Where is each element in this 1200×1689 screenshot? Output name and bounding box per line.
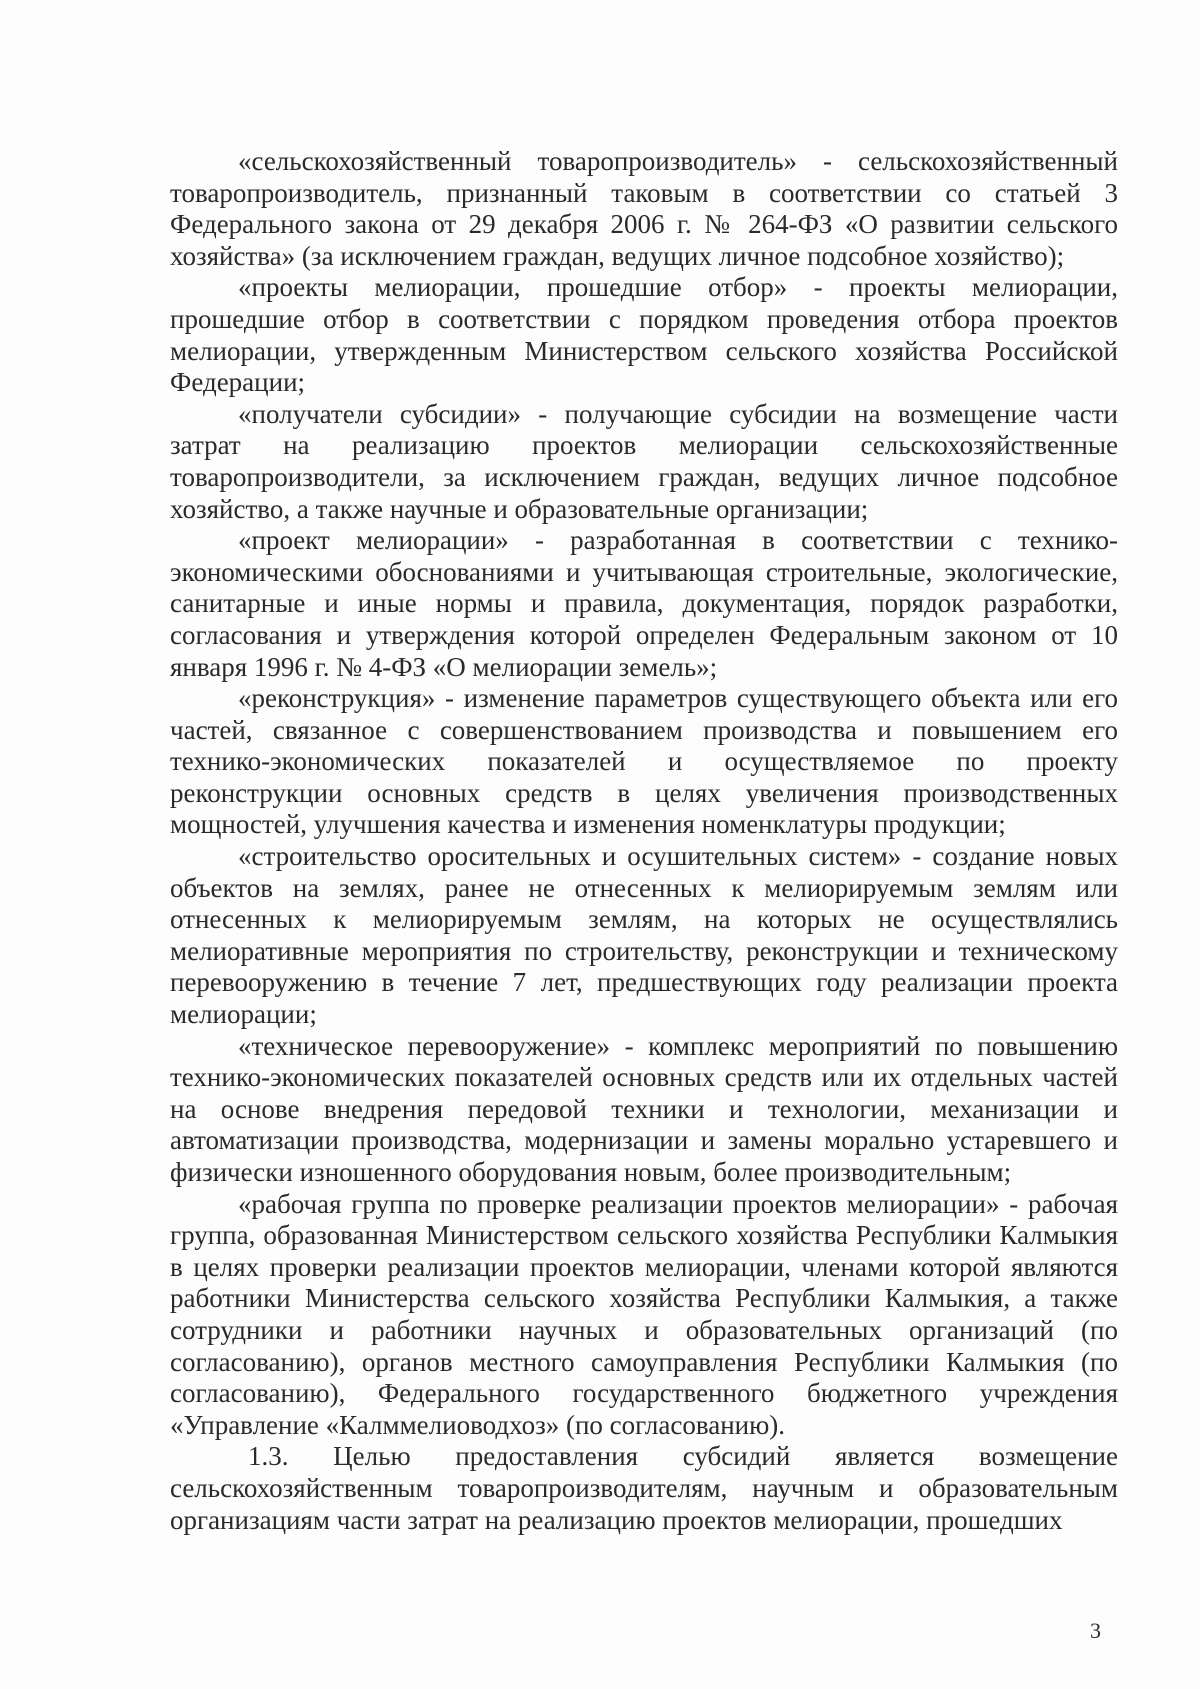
document-body bbox=[170, 146, 1118, 1536]
paragraph-definition-irrigation-construction: «строительство оросительных и осушительных систем» - создание новых объектов на землях, ранее не отнесенных к мелиорируемым землям или отнесенных к мелиорируемым землям, на которых не осуществлялись мелиоративные мероприятия по строительству, реконструкции и техническому перевооружению в течение 7 лет, предшествующих году реализации проекта мелиорации; bbox=[170, 841, 1118, 1030]
paragraph-definition-melioration-project: «проект мелиорации» - разработанная в соответствии с технико-экономическими обоснованиями и учитывающая строительные, экологические, санитарные и иные нормы и правила, документация, порядок разработки, согласования и утверждения которой определен Федеральным законом от 10 января 1996 г. № 4-ФЗ «О мелиорации земель»; bbox=[170, 525, 1118, 682]
paragraph-definition-subsidy-recipients: «получатели субсидии» - получающие субсидии на возмещение части затрат на реализацию проектов мелиорации сельскохозяйственные товаропроизводители, за исключением граждан, ведущих личное подсобное хозяйство, а также научные и образовательные организации; bbox=[170, 398, 1118, 524]
paragraph-definition-agricultural-producer: «сельскохозяйственный товаропроизводитель» - сельскохозяйственный товаропроизводитель, признанный таковым в соответствии со статьей 3 Федерального закона от 29 декабря 2006 г. № 264-ФЗ «О развитии сельского хозяйства» (за исключением граждан, ведущих личное подсобное хозяйство); bbox=[170, 146, 1118, 271]
page-number: 3 bbox=[1090, 1618, 1101, 1643]
paragraph-definition-selected-projects: «проекты мелиорации, прошедшие отбор» - проекты мелиорации, прошедшие отбор в соответствии с порядком проведения отбора проектов мелиорации, утвержденным Министерством сельского хозяйства Российской Федерации; bbox=[170, 272, 1118, 398]
paragraph-clause-1-3: 1.3. Целью предоставления субсидий является возмещение сельскохозяйственным товаропроизводителям, научным и образовательным организациям части затрат на реализацию проектов мелиорации, прошедших bbox=[170, 1441, 1118, 1535]
paragraph-definition-technical-reequipment: «техническое перевооружение» - комплекс мероприятий по повышению технико-экономических показателей основных средств или их отдельных частей на основе внедрения передовой техники и технологии, механизации и автоматизации производства, модернизации и замены морально устаревшего и физически изношенного оборудования новым, более производительным; bbox=[170, 1030, 1118, 1187]
paragraph-definition-reconstruction: «реконструкция» - изменение параметров существующего объекта или его частей, связанное с совершенствованием производства и повышением его технико-экономических показателей и осуществляемое по проекту реконструкции основных средств в целях увеличения производственных мощностей, улучшения качества и изменения номенклатуры продукции; bbox=[170, 683, 1118, 840]
paragraph-definition-working-group: «рабочая группа по проверке реализации проектов мелиорации» - рабочая группа, образованная Министерством сельского хозяйства Республики Калмыкия в целях проверки реализации проектов мелиорации, членами которой являются работники Министерства сельского хозяйства Республики Калмыкия, а также сотрудники и работники научных и образовательных организаций (по согласованию), органов местного самоуправления Республики Калмыкия (по согласованию), Федерального государственного бюджетного учреждения «Управление «Калммелиоводхоз» (по согласованию). bbox=[170, 1188, 1118, 1440]
